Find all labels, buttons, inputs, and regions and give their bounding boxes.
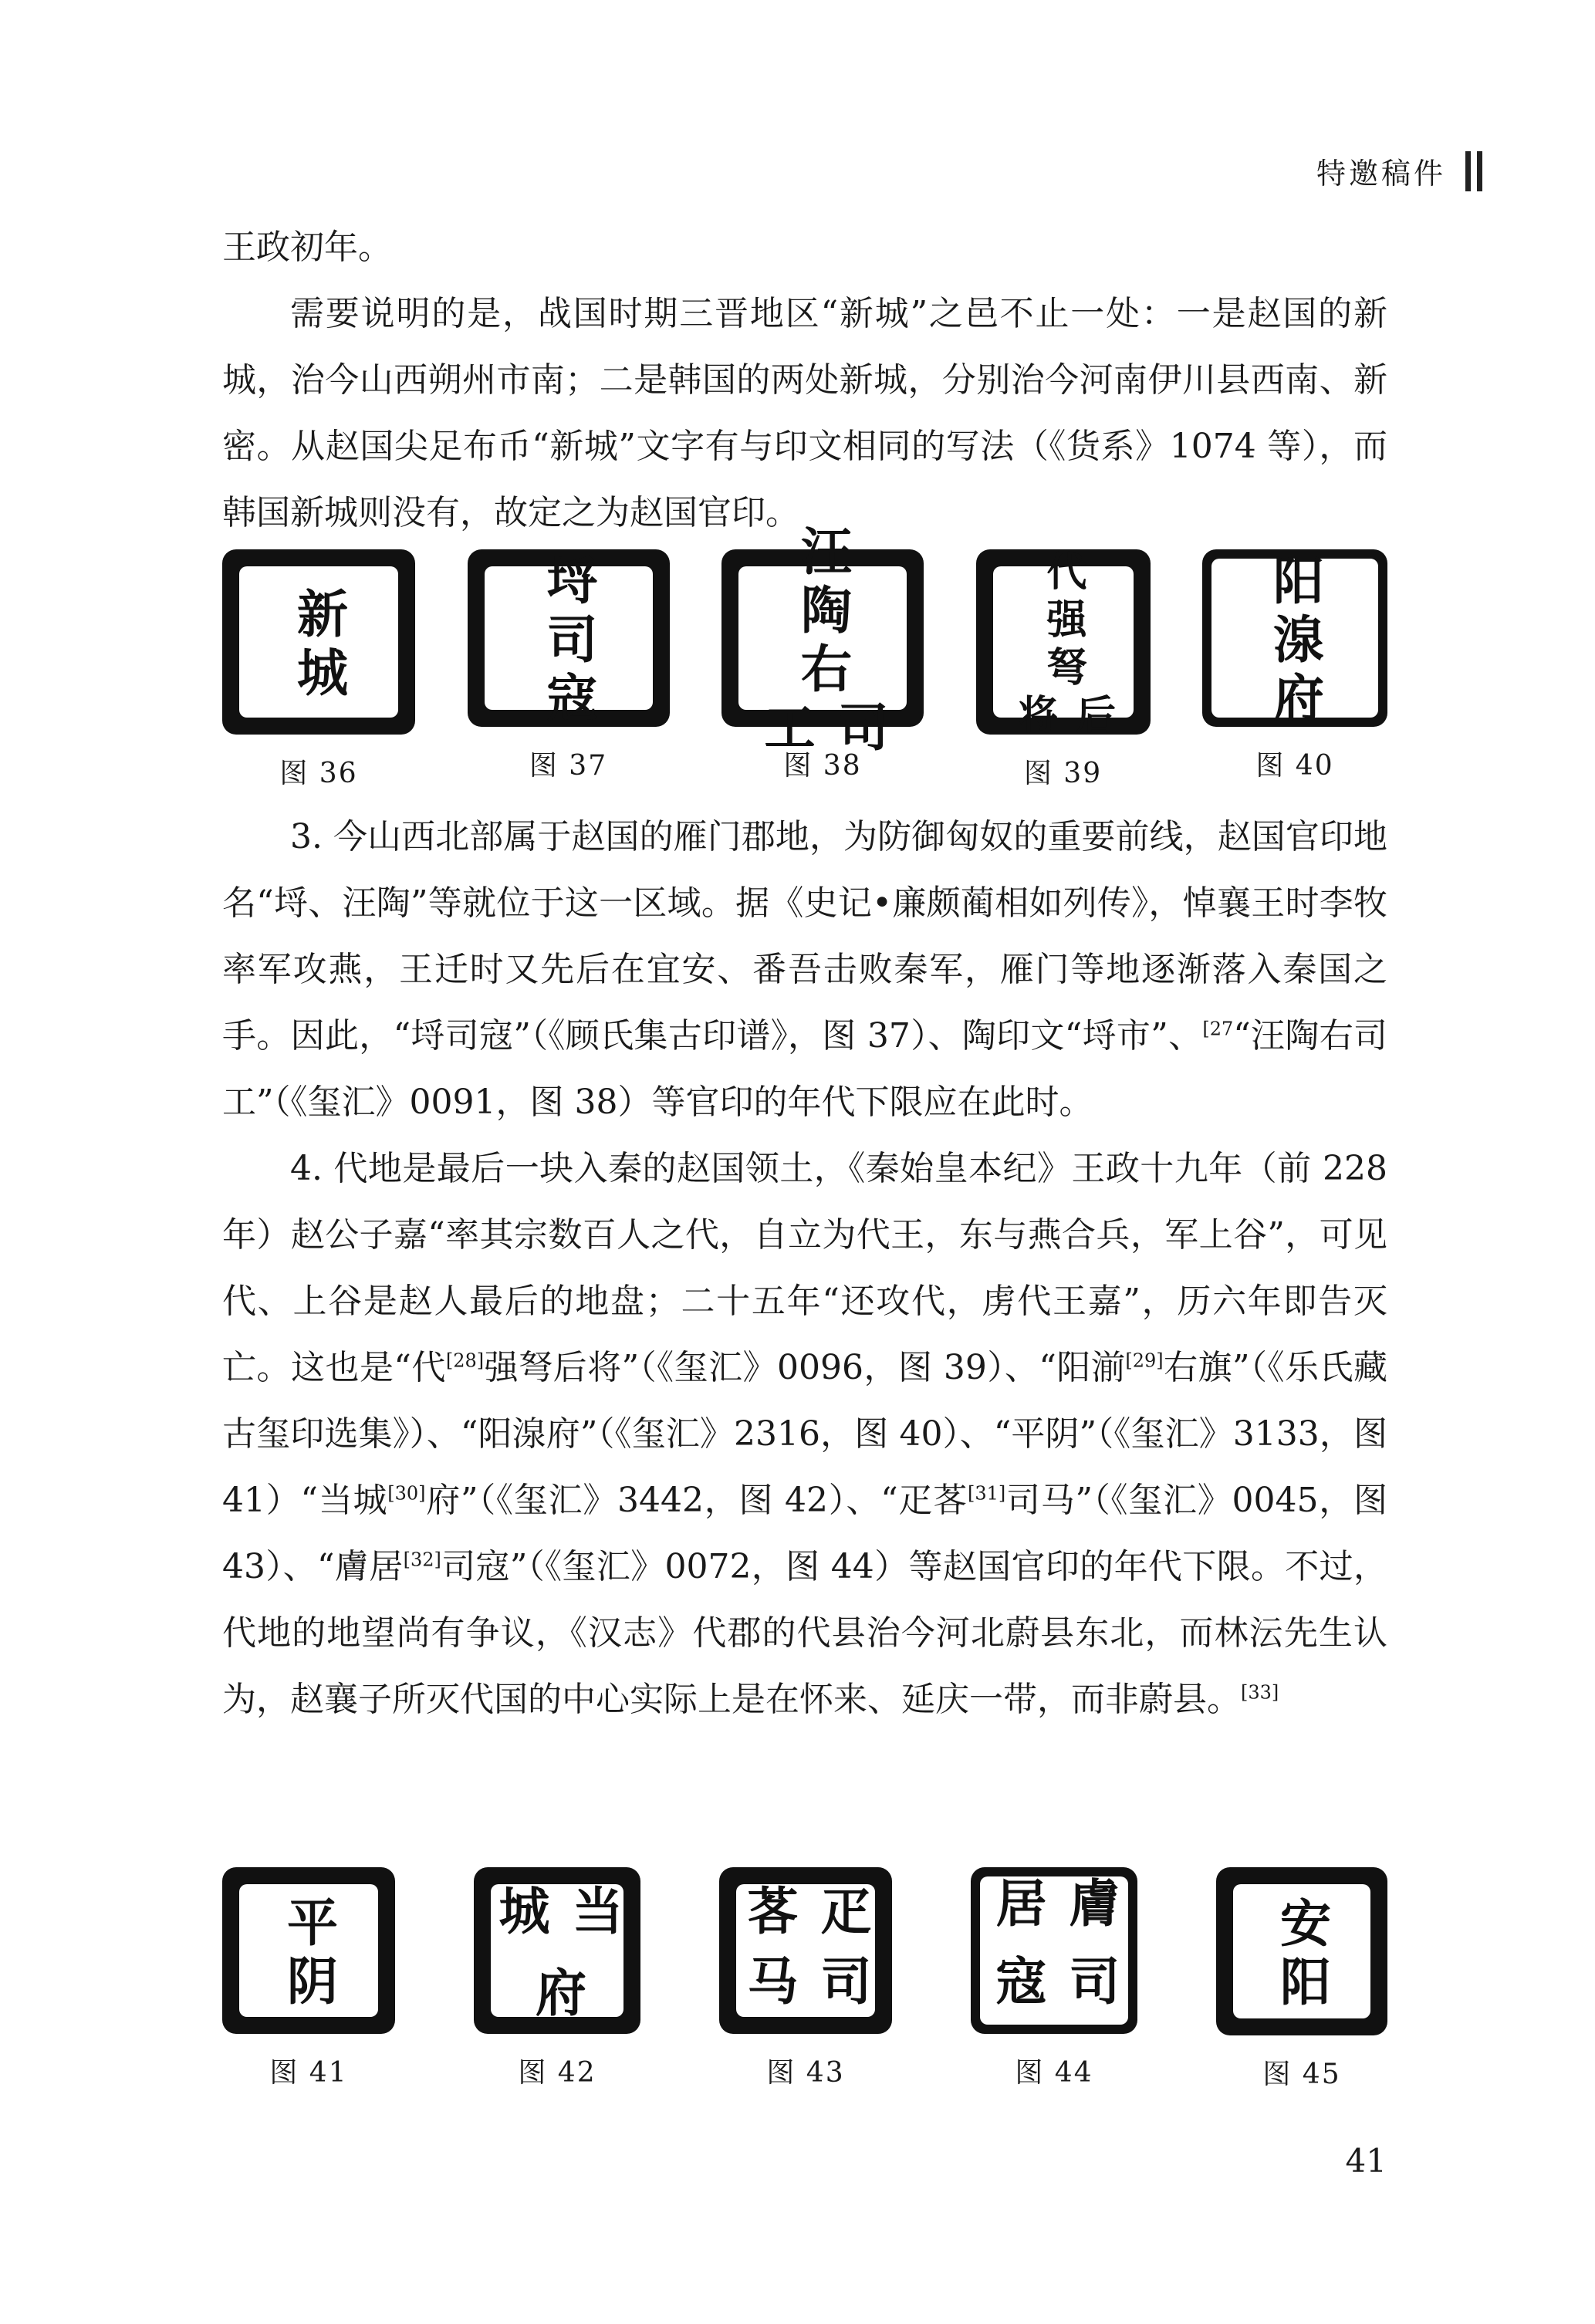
figure-caption: 图 37 (529, 750, 608, 782)
header-bar-icon (1477, 151, 1482, 191)
figure (1216, 1867, 1387, 2092)
footnote-ref: [29] (1125, 1349, 1164, 1372)
figure-caption: 图 42 (518, 2057, 596, 2089)
text-block-top (222, 214, 1387, 546)
footnote-ref: [31] (967, 1482, 1006, 1505)
figure (719, 1867, 892, 2092)
seal-image: 阳 湶 府 (1202, 549, 1387, 727)
figure (1202, 549, 1387, 791)
paragraph: 4. 代地是最后一块入秦的赵国领土，《秦始皇本纪》王政十九年（前 228 年）赵公子嘉“率其宗数百人之代，自立为代王，东与燕合兵，军上谷”，可见代、上谷是赵人最后的地盘；二十五年“还攻代，虏代王嘉”，历六年即告灭亡。这也是“代[28]强弩后将”（《玺汇》0096，图 39）、“阳湔[29]右旗”（《乐氏藏古玺印选集》）、“阳湶府”（《玺汇》2316，图 40）、“平阴”（《玺汇》3133，图 41）“当城[30]府”（《玺汇》3442，图 42）、“疋茖[31]司马”（《玺汇》0045，图 43）、“膚居[32]司寇”（《玺汇》0072，图 44）等赵国官印的年代下限。不过，代地的地望尚有争议，《汉志》代郡的代县治今河北蔚县东北，而林沄先生认为，赵襄子所灭代国的中心实际上是在怀来、延庆一带，而非蔚县。[33] (222, 1149, 1388, 1719)
footnote-ref: [32] (403, 1549, 441, 1571)
header-bar-icon (1465, 151, 1471, 191)
figure-caption: 图 45 (1262, 2059, 1341, 2090)
figure-caption: 图 43 (766, 2057, 845, 2089)
figure-row-2 (222, 1867, 1387, 2092)
paragraph: 需要说明的是，战国时期三晋地区“新城”之邑不止一处：一是赵国的新城，治今山西朔州市南；二是韩国的两处新城，分别治今河南伊川县西南、新密。从赵国尖足布币“新城”文字有与印文相同的写法（《货系》1074 等），而韩国新城则没有，故定之为赵国官印。 (222, 294, 1387, 532)
seal-image: 新 城 (222, 549, 415, 735)
seal-image: 安 阳 (1216, 1867, 1387, 2035)
text-block-middle (222, 804, 1387, 1733)
page-number: 41 (1345, 2142, 1387, 2180)
footnote-ref: [27 (1202, 1018, 1234, 1040)
footnote-ref: [33] (1241, 1681, 1279, 1704)
seal-image: 汪 陶 右 司工 (721, 549, 924, 727)
figure-caption: 图 39 (1023, 758, 1103, 789)
figure-caption: 图 38 (783, 750, 862, 782)
figure-caption: 图 44 (1015, 2057, 1093, 2089)
figure (468, 549, 670, 791)
header-title: 特邀稿件 (1316, 157, 1446, 191)
seal-image: 当城 府 (474, 1867, 640, 2034)
figure (971, 1867, 1137, 2092)
seal-image: 平 阴 (222, 1867, 395, 2034)
seal-image: 代 强 弩 后将 (976, 549, 1151, 735)
figure (222, 549, 415, 791)
figure (222, 1867, 395, 2092)
paragraph: 3. 今山西北部属于赵国的雁门郡地，为防御匈奴的重要前线，赵国官印地名“埒、汪陶”等就位于这一区域。据《史记•廉颇蔺相如列传》，悼襄王时李牧率军攻燕，王迁时又先后在宜安、番吾击败秦军，雁门等地逐渐落入秦国之手。因此，“埒司寇”（《顾氏集古印谱》，图 37）、陶印文“埒市”、$^{[27}$“汪陶右司工”（《玺汇》0091，图 38）等官印的年代下限应在此时。 (222, 817, 1388, 1122)
footnote-ref: [30] (387, 1482, 426, 1505)
figure-caption: 图 41 (269, 2057, 348, 2089)
running-header (1316, 150, 1482, 192)
figure-caption: 图 40 (1255, 750, 1334, 782)
figure (474, 1867, 640, 2092)
paragraph: 王政初年。 (222, 228, 392, 267)
figure-caption: 图 36 (279, 758, 358, 789)
seal-image: 膚居 司寇 (971, 1867, 1137, 2034)
figure (976, 549, 1151, 791)
footnote-ref: [28] (445, 1349, 485, 1372)
seal-image: 埒 司 寇 (468, 549, 670, 727)
seal-image: 疋茖 司马 (719, 1867, 892, 2034)
figure (721, 525, 924, 791)
figure-row-1 (222, 525, 1387, 791)
